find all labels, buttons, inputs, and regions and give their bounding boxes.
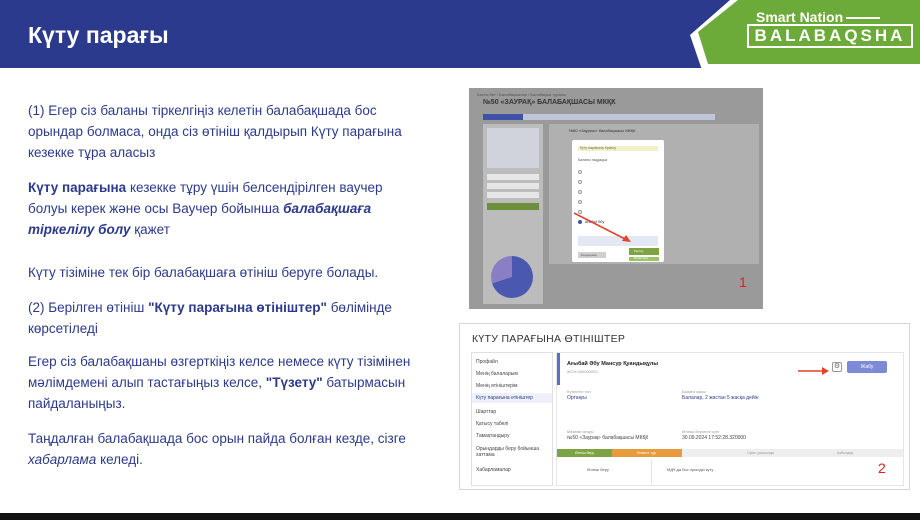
close-button[interactable]: Жабу [847, 361, 887, 373]
step-number-1: 1 [739, 274, 747, 290]
brand-logo-name: BALABAQSHA [747, 24, 913, 48]
card-title: №50 «Зауреш» балабақшасы МКҚК [569, 128, 636, 133]
bottom-border [0, 513, 920, 520]
child-name: Ағыбай Әбу Мансур Қуандықұлы [567, 361, 659, 367]
bottom-step-right: МДҰ-да бос орынды күту [667, 467, 714, 472]
paragraph-3: Күту тізіміне тек бір балабақшаға өтініш беруге болады. [28, 265, 379, 280]
sidebar-item-attendance[interactable]: Қатысу табелі [476, 421, 509, 427]
bottom-step-left: Өтініш беру [587, 467, 609, 472]
sidebar-item-applications[interactable]: Менің өтініштерім [476, 383, 518, 389]
paragraph-4: (2) Берілген өтініш "Күту парағына өтініштер" бөлімінде көрсетіледі [28, 300, 392, 336]
edit-gear-icon[interactable]: ⚙ [833, 363, 841, 370]
modal-field-label: Баланы таңдаңыз [578, 158, 608, 162]
screenshot-1 [469, 88, 763, 309]
kindergarten-label: Мекеме атауы [567, 429, 594, 434]
paragraph-1: (1) Егер сіз баланы тіркелгіңіз келетін балабақшада бос орындар болмаса, онда сіз өтініш қалдырып Күту парағына кезекке тұра аласыз [28, 103, 402, 160]
sidebar-item-children[interactable]: Менің балаларым [476, 371, 518, 377]
date-label: Өтініш берілген күні [682, 429, 719, 434]
kindergarten-title: №50 «ЗАУРАҚ» БАЛАБАҚШАСЫ МКҚК [483, 99, 616, 106]
sidebar-item-protocol[interactable]: Орындарды беру бойынша хаттама [476, 446, 540, 458]
step-label-2: Кезекте тұр [637, 451, 656, 455]
age-label: Балаға жасы [682, 389, 706, 394]
sidebar-item-profile[interactable]: Профайл [476, 359, 498, 365]
page-title: Күту парағы [28, 22, 169, 48]
cancel-button-label: Болдырмау [581, 253, 598, 257]
date-value: 30.09.2024 17:52:28.320000 [682, 435, 746, 441]
step-label-4: Қабылдау [837, 451, 854, 455]
screenshot-2 [459, 323, 910, 490]
modal-header-text: Күту парағына тіркелу [580, 146, 617, 150]
step-number-2: 2 [878, 460, 886, 476]
sidebar-item-notifications[interactable]: Хабарламалар [476, 467, 511, 473]
sidebar-item-contracts[interactable]: Шарттар [476, 409, 497, 415]
child-id: ЖСН:000000000 [567, 369, 598, 374]
brand-logo-top: Smart Nation [756, 9, 880, 25]
confirm-button-label: Растау [634, 249, 644, 253]
sidebar-item-waitlist[interactable]: Күту парағына өтініштер [472, 393, 552, 403]
waitlist-applications-title: КҮТУ ПАРАҒЫНА ӨТІНІШТЕР [472, 333, 626, 345]
paragraph-2: Күту парағына кезекке тұру үшін белсендірілген ваучер болуы керек және осы Ваучер бойынша балабақшаға тіркелілу болу қажет [28, 180, 383, 237]
breadcrumb: Басты бет / Балабақшалар / Балабақша туралы [477, 92, 566, 97]
kindergarten-value: №50 «Заурақ» балабақшасы МКҚК [567, 435, 649, 441]
step-label-3: Орын ұсынылды [747, 451, 775, 455]
step-label-1: Өтініш беру [575, 451, 595, 455]
sidebar-item-meals[interactable]: Тамақтандыру [476, 433, 510, 439]
age-value: Балалар, 2 жастан 5 жасқа дейін [682, 395, 759, 401]
red-arrow-2 [460, 324, 910, 490]
paragraph-6: Таңдалған балабақшада бос орын пайда болған кезде, сізге хабарлама келеді. [28, 431, 406, 467]
group-value: Ортаңғы [567, 395, 587, 401]
red-arrow-1 [469, 88, 763, 309]
selected-child-name: Ағыбай Әбу [585, 220, 605, 224]
paragraph-5: Егер сіз балабақшаны өзгерткіңіз келсе немесе күту тізімінен мәлімдемені алып тастағыңыз келсе, "Түзету" батырмасын пайдаланыңыз. [28, 354, 411, 411]
group-label: Күтілетін топ [567, 389, 591, 394]
submit-button-label: Өтініш беру [634, 257, 649, 260]
